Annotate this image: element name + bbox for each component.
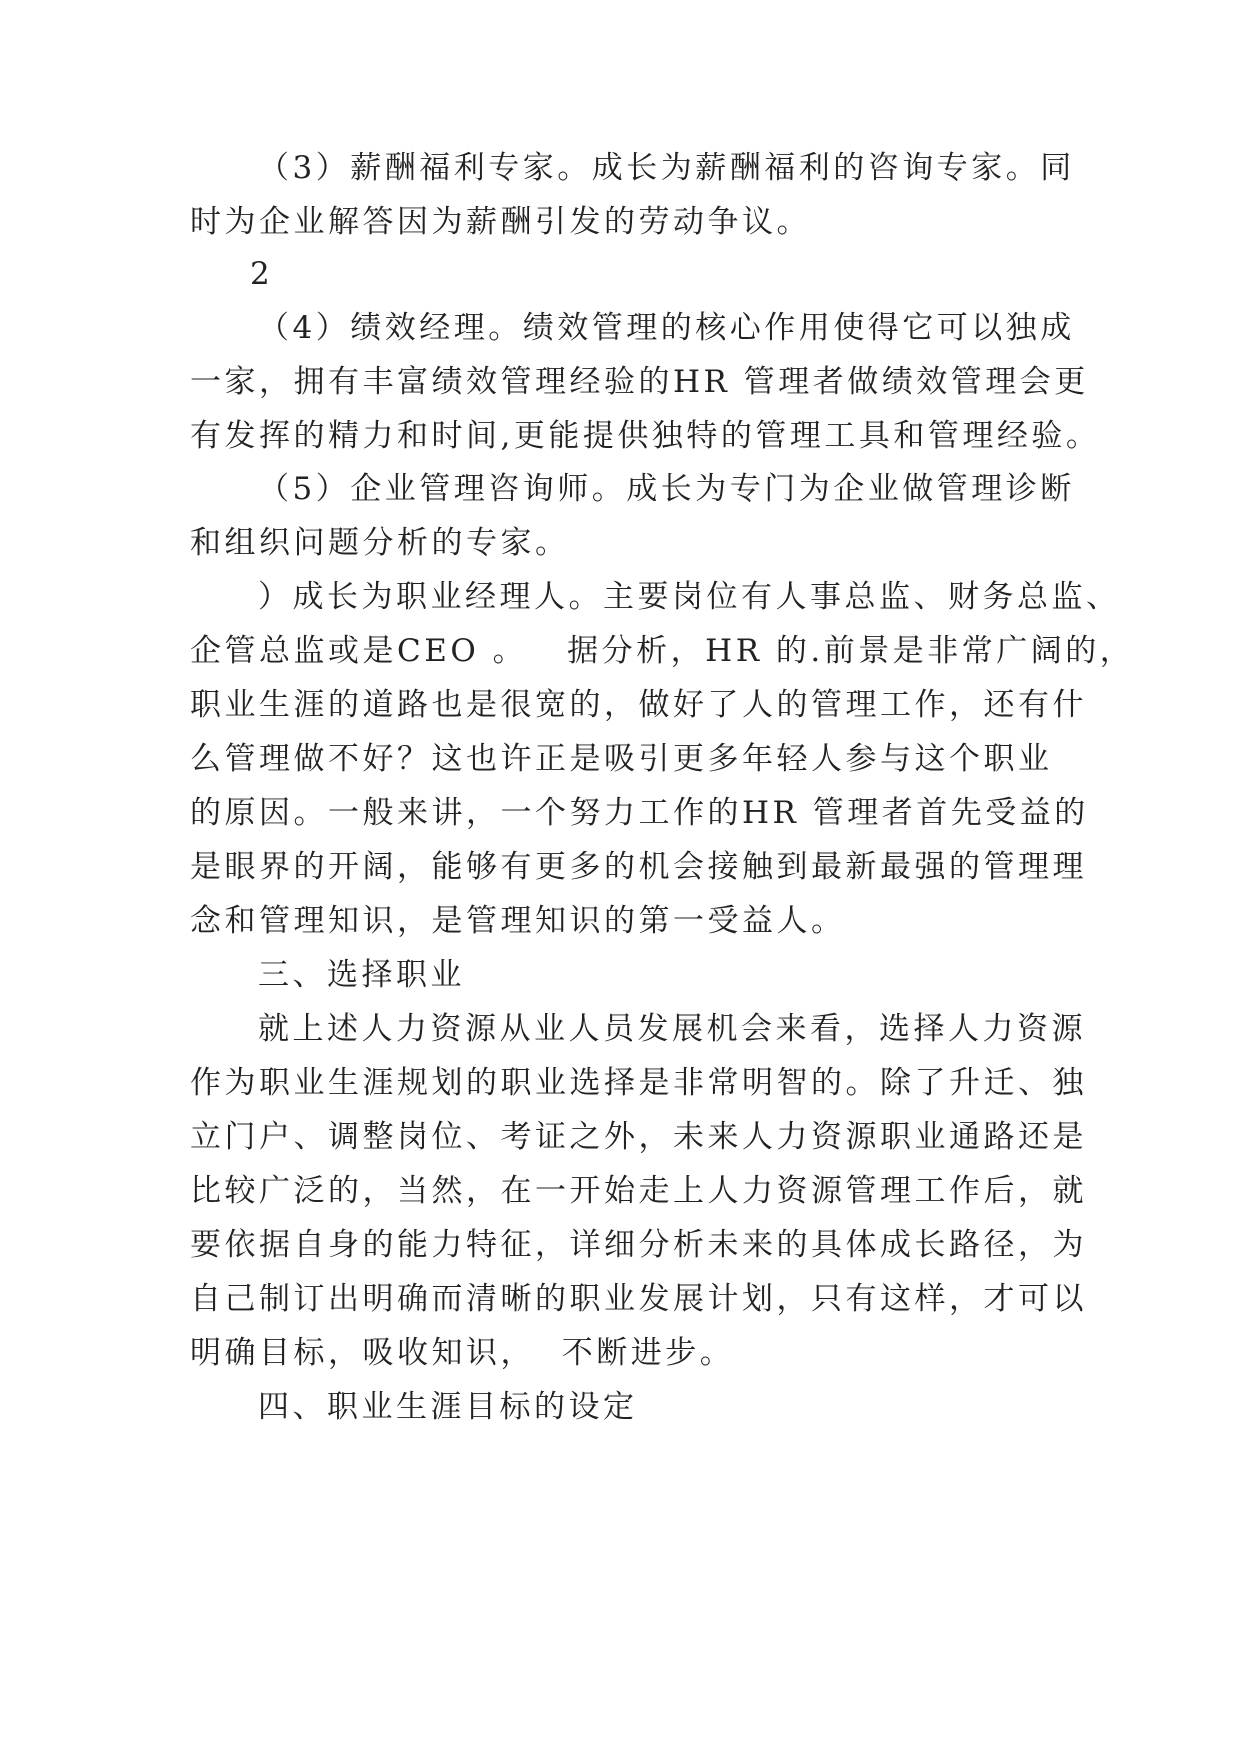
paragraph-line: 自己制订出明确而清晰的职业发展计划，只有这样，才可以 [190,1281,1087,1317]
paragraph-line: 作为职业生涯规划的职业选择是非常明智的。除了升迁、独 [190,1065,1087,1101]
paragraph-line: 么管理做不好？这也许正是吸引更多年轻人参与这个职业 [190,741,1053,777]
paragraph-line: 就上述人力资源从业人员发展机会来看，选择人力资源 [258,1011,1086,1047]
paragraph-line: 企管总监或是CEO 。 据分析，HR 的.前景是非常广阔的， [190,633,1135,669]
paragraph-line: 和组织问题分析的专家。 [190,525,570,561]
paragraph-line: 念和管理知识，是管理知识的第一受益人。 [190,903,846,939]
paragraph-line: 职业生涯的道路也是很宽的，做好了人的管理工作，还有什 [190,687,1087,723]
paragraph-line: 是眼界的开阔，能够有更多的机会接触到最新最强的管理理 [190,849,1087,885]
paragraph-line: 有发挥的精力和时间,更能提供独特的管理工具和管理经验。 [190,418,1101,454]
paragraph-line: 明确目标，吸收知识， 不断进步。 [190,1335,735,1371]
paragraph-line: 立门户、调整岗位、考证之外，未来人力资源职业通路还是 [190,1119,1087,1155]
paragraph-line: （3）薪酬福利专家。成长为薪酬福利的咨询专家。同 [258,150,1075,186]
paragraph-line: （4）绩效经理。绩效管理的核心作用使得它可以独成 [258,310,1075,346]
section-heading: 四、职业生涯目标的设定 [258,1389,638,1425]
paragraph-line: 一家，拥有丰富绩效管理经验的HR 管理者做绩效管理会更 [190,364,1089,400]
page-number: 2 [250,256,274,292]
paragraph-line: 比较广泛的，当然，在一开始走上人力资源管理工作后，就 [190,1173,1087,1209]
section-heading: 三、选择职业 [258,957,465,993]
paragraph-line: 要依据自身的能力特征，详细分析未来的具体成长路径，为 [190,1227,1087,1263]
paragraph-line: ）成长为职业经理人。主要岗位有人事总监、财务总监、 [258,579,1121,615]
paragraph-line: 的原因。一般来讲，一个努力工作的HR 管理者首先受益的 [190,795,1089,831]
paragraph-line: （5）企业管理咨询师。成长为专门为企业做管理诊断 [258,471,1075,507]
paragraph-line: 时为企业解答因为薪酬引发的劳动争议。 [190,204,811,240]
